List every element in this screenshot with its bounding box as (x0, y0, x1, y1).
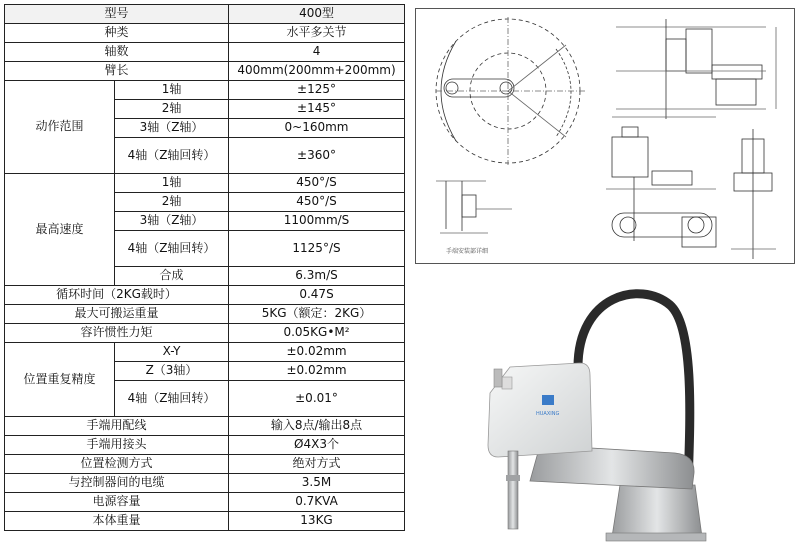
end-view (731, 129, 776, 259)
spec-group-label: 动作范围 (5, 81, 115, 174)
spec-value: ±0.01° (229, 381, 405, 417)
spec-label: 容许惯性力矩 (5, 324, 229, 343)
spec-row-max-payload (5, 305, 405, 324)
spec-axis: 4轴（Z轴回转） (115, 138, 229, 174)
spec-axis: 1轴 (115, 81, 229, 100)
spec-row-controller-cable (5, 474, 405, 493)
spec-label: 型号 (5, 5, 229, 24)
spec-value: ±0.02mm (229, 362, 405, 381)
spec-group-label: 最高速度 (5, 174, 115, 286)
spec-value: 400mm(200mm+200mm) (229, 62, 405, 81)
spec-value: 0~160mm (229, 119, 405, 138)
technical-drawing (415, 8, 795, 264)
spec-label: 臂长 (5, 62, 229, 81)
logo-text: HUAXING (536, 411, 560, 417)
spec-axis: 2轴 (115, 100, 229, 119)
spec-label: 位置检测方式 (5, 455, 229, 474)
spec-value: ±125° (229, 81, 405, 100)
hand-detail (436, 181, 512, 233)
spec-axis: 1轴 (115, 174, 229, 193)
z-shaft (508, 451, 518, 529)
spec-value: 4 (229, 43, 405, 62)
spec-value: 0.05KG•M² (229, 324, 405, 343)
spec-value: 400型 (229, 5, 405, 24)
spec-table (4, 4, 405, 531)
spec-label: 与控制器间的电缆 (5, 474, 229, 493)
spec-row-axes (5, 43, 405, 62)
front-view (606, 117, 716, 247)
robot-base (612, 485, 702, 537)
spec-row-inertia (5, 324, 405, 343)
spec-label: 手端用配线 (5, 417, 229, 436)
spec-axis: 3轴（Z轴） (115, 119, 229, 138)
base-plate (606, 533, 706, 541)
spec-value: 1100mm/S (229, 212, 405, 231)
connector-port (502, 377, 512, 389)
spec-label: 电源容量 (5, 493, 229, 512)
spec-row-body-weight (5, 512, 405, 531)
side-view (616, 19, 776, 119)
spec-value: ±360° (229, 138, 405, 174)
spec-value: 3.5M (229, 474, 405, 493)
spec-value: 0.47S (229, 286, 405, 305)
spec-value: 1125°/S (229, 231, 405, 267)
spec-row-hand-connector (5, 436, 405, 455)
drawing-footnote: 手端安装部详细 (446, 248, 489, 255)
spec-axis: 4轴（Z轴回转） (115, 231, 229, 267)
robot-illustration (470, 275, 800, 560)
spec-value: Ø4X3个 (229, 436, 405, 455)
spec-value: 绝对方式 (229, 455, 405, 474)
shaft-collar (506, 475, 520, 481)
spec-label: 循环时间（2KG载时） (5, 286, 229, 305)
spec-label: 本体重量 (5, 512, 229, 531)
spec-value: 6.3m/S (229, 267, 405, 286)
spec-row-model (5, 5, 405, 24)
spec-row-repeat-xy (5, 343, 405, 362)
spec-row-position-detection (5, 455, 405, 474)
spec-value: 水平多关节 (229, 24, 405, 43)
spec-row-arm-length (5, 62, 405, 81)
spec-value: 13KG (229, 512, 405, 531)
spec-row-speed-1 (5, 174, 405, 193)
spec-value: ±0.02mm (229, 343, 405, 362)
spec-axis: 合成 (115, 267, 229, 286)
spec-label: 种类 (5, 24, 229, 43)
spec-axis: Z（3轴） (115, 362, 229, 381)
spec-label: 手端用接头 (5, 436, 229, 455)
spec-label: 轴数 (5, 43, 229, 62)
spec-label: 最大可搬运重量 (5, 305, 229, 324)
spec-row-motion-1 (5, 81, 405, 100)
spec-value: ±145° (229, 100, 405, 119)
technical-drawing-svg (416, 9, 794, 263)
air-fitting (494, 369, 502, 387)
spec-axis: X-Y (115, 343, 229, 362)
spec-axis: 3轴（Z轴） (115, 212, 229, 231)
spec-group-label: 位置重复精度 (5, 343, 115, 417)
spec-value: 450°/S (229, 174, 405, 193)
spec-row-hand-wiring (5, 417, 405, 436)
workspace-top-view (436, 17, 586, 165)
spec-value: 0.7KVA (229, 493, 405, 512)
spec-axis: 4轴（Z轴回转） (115, 381, 229, 417)
spec-value: 5KG（额定：2KG） (229, 305, 405, 324)
spec-axis: 2轴 (115, 193, 229, 212)
robot-photo (470, 275, 800, 560)
spec-value: 450°/S (229, 193, 405, 212)
spec-value: 输入8点/输出8点 (229, 417, 405, 436)
spec-row-cycle-time (5, 286, 405, 305)
spec-row-power-capacity (5, 493, 405, 512)
spec-row-type (5, 24, 405, 43)
